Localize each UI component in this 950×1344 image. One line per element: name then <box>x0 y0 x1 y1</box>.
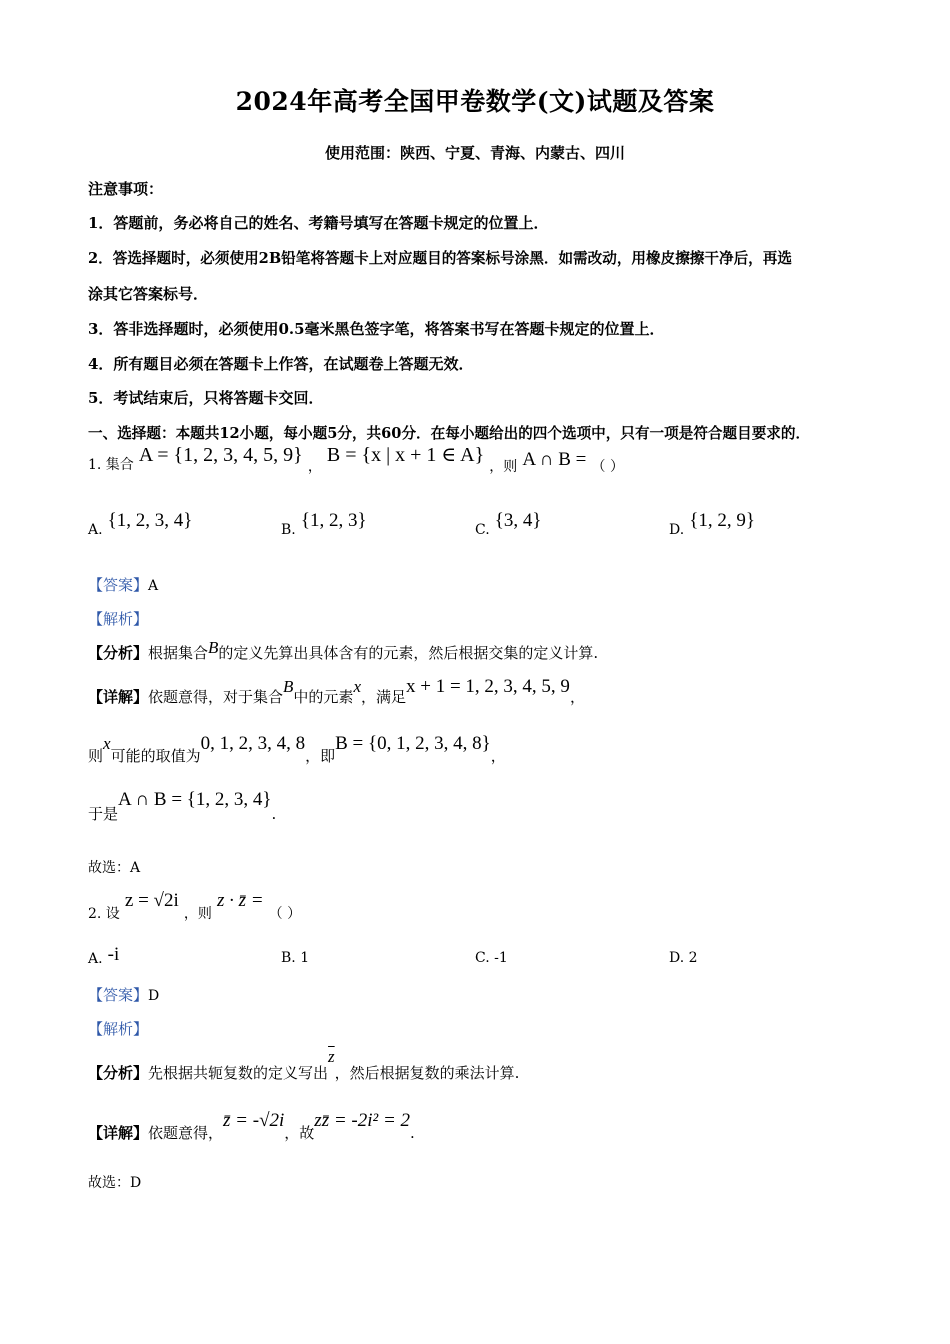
q1-xj1-b: 中的元素 <box>293 688 354 706</box>
q1-xiangjie-line3 <box>88 789 277 823</box>
q2-option-c-value: -1 <box>494 950 508 966</box>
note-5: 5．考试结束后，只将答题卡交回． <box>88 389 324 407</box>
q1-set-b: B = {x | x + 1 ∈ A} <box>326 444 485 466</box>
q1-ask: A ∩ B = <box>522 449 587 470</box>
question-1 <box>88 444 624 477</box>
q2-fenxi-zbar: $\overline{z}$ <box>328 1047 335 1066</box>
q1-answer-value: A <box>148 578 159 594</box>
q1-xj2-b: 可能的取值为 <box>110 747 201 765</box>
question-2 <box>88 890 302 922</box>
note-2-cont: 涂其它答案标号． <box>88 285 209 303</box>
q1-xj2-a: 则 <box>88 747 104 765</box>
q1-conclusion: 故选：A <box>88 860 141 876</box>
q2-option-c <box>475 950 508 966</box>
note-3: 3．答非选择题时，必须使用0.5毫米黑色签字笔，将答案书写在答题卡规定的位置上． <box>88 320 665 338</box>
q2-xj-b: ，故 <box>284 1124 315 1142</box>
q1-xiangjie-line2 <box>88 733 506 765</box>
q1-answer-tag: 【答案】 <box>88 576 149 594</box>
q1-sep1: ， <box>307 459 322 475</box>
q2-option-b-value: 1 <box>300 950 310 966</box>
q1-xj3-a: 于是 <box>88 805 119 823</box>
q1-xj1-set-b: B <box>283 677 294 696</box>
note-1: 1．答题前，务必将自己的姓名、考籍号填写在答题卡规定的位置上． <box>88 214 549 232</box>
q1-prefix: 1. 集合 <box>88 457 134 473</box>
q2-answer <box>88 984 159 1005</box>
q1-xj2-c: ，即 <box>305 747 336 765</box>
q2-fenxi-tag: 【分析】 <box>88 1064 149 1082</box>
note-4: 4．所有题目必须在答题卡上作答，在试题卷上答题无效． <box>88 355 474 373</box>
q2-fenxi <box>88 1046 520 1082</box>
q1-xj1-d: ， <box>569 688 585 706</box>
q1-xj1-math: x + 1 = 1, 2, 3, 4, 5, 9 <box>406 676 570 697</box>
q1-fenxi-tag: 【分析】 <box>88 644 149 662</box>
q2-xiangjie-tag: 【详解】 <box>88 1124 149 1142</box>
q2-xj-math1: z̄ = -√2i <box>223 1110 285 1131</box>
q1-paren: （ ） <box>591 459 624 475</box>
q1-option-a <box>88 510 193 538</box>
q1-sep2: ，则 <box>489 459 518 475</box>
q2-option-d-label: D. <box>669 950 685 966</box>
q2-option-d <box>669 950 698 966</box>
q2-conclusion: 故选：D <box>88 1175 142 1191</box>
q1-xj2-math: 0, 1, 2, 3, 4, 8 <box>200 733 306 754</box>
q1-option-b-value: {1, 2, 3} <box>300 510 367 531</box>
q2-fenxi-text-b: ，然后根据复数的乘法计算. <box>334 1064 520 1082</box>
q2-ask: z · z̄ = <box>216 890 264 911</box>
q1-option-c-value: {3, 4} <box>494 510 542 531</box>
q1-option-a-label: A. <box>88 522 103 538</box>
q1-fenxi-text-b: 的定义先算出具体含有的元素，然后根据交集的定义计算. <box>218 644 599 662</box>
q2-prefix: 2. 设 <box>88 906 120 922</box>
q1-analysis-tag: 【解析】 <box>88 610 149 628</box>
q2-option-b <box>281 950 309 966</box>
note-2: 2．答选择题时，必须使用2B铅笔将答题卡上对应题目的答案标号涂黑．如需改动，用橡皮擦擦干净后，再选 <box>88 250 792 267</box>
q1-set-a: A = {1, 2, 3, 4, 5, 9} <box>138 444 303 466</box>
q1-xj1-c: ，满足 <box>360 688 406 706</box>
q2-option-d-value: 2 <box>688 950 698 966</box>
q1-xj1-x: x <box>353 677 361 696</box>
q2-xj-c: . <box>410 1124 415 1142</box>
q1-fenxi-b: B <box>208 638 219 657</box>
q1-option-d <box>669 510 756 538</box>
q2-option-a-value: -i <box>107 944 120 965</box>
notes-heading: 注意事项： <box>88 180 164 198</box>
q2-analysis-tag: 【解析】 <box>88 1020 149 1038</box>
q1-option-d-label: D. <box>669 522 685 538</box>
q1-xj2-math2: B = {0, 1, 2, 3, 4, 8} <box>335 733 491 754</box>
q1-xiangjie-tag: 【详解】 <box>88 688 149 706</box>
q1-option-b-label: B. <box>281 522 296 538</box>
page-title: 2024年高考全国甲卷数学(文)试题及答案 <box>235 87 715 116</box>
q1-option-b <box>281 510 367 538</box>
q2-option-c-label: C. <box>475 950 490 966</box>
q1-xj1-a: 依题意得，对于集合 <box>148 688 284 706</box>
q2-z-def: z = √2i <box>124 890 179 911</box>
q2-answer-tag: 【答案】 <box>88 986 149 1004</box>
q2-paren: （ ） <box>268 906 302 922</box>
q1-fenxi <box>88 638 599 663</box>
q2-option-b-label: B. <box>281 950 296 966</box>
section-heading: 一、选择题：本题共12小题，每小题5分，共60分．在每小题给出的四个选项中，只有一项是符合题目要求的． <box>88 425 811 442</box>
q2-xj-a: 依题意得， <box>148 1124 224 1142</box>
q2-xj-math2: zz̄ = -2i² = 2 <box>314 1110 411 1131</box>
page-subtitle: 使用范围：陕西、宁夏、青海、内蒙古、四川 <box>324 144 625 162</box>
q2-fenxi-text-a: 先根据共轭复数的定义写出 <box>148 1064 329 1082</box>
q1-xj2-d: ， <box>490 747 506 765</box>
q1-answer <box>88 574 158 595</box>
q1-fenxi-text-a: 根据集合 <box>148 644 209 662</box>
q1-option-d-value: {1, 2, 9} <box>689 510 756 531</box>
q1-xj3-math: A ∩ B = {1, 2, 3, 4} <box>118 789 272 810</box>
q1-option-a-value: {1, 2, 3, 4} <box>107 510 193 531</box>
q2-option-a-label: A. <box>88 951 103 967</box>
q2-option-a <box>88 944 119 966</box>
q1-xj2-x: x <box>103 734 111 753</box>
q2-answer-value: D <box>148 988 160 1004</box>
q1-xj3-b: . <box>271 805 277 823</box>
q1-option-c-label: C. <box>475 522 490 538</box>
q1-xiangjie-line1 <box>88 676 585 706</box>
q2-xiangjie <box>88 1110 415 1142</box>
q1-option-c <box>475 510 542 538</box>
q2-sep: ，则 <box>183 906 212 922</box>
